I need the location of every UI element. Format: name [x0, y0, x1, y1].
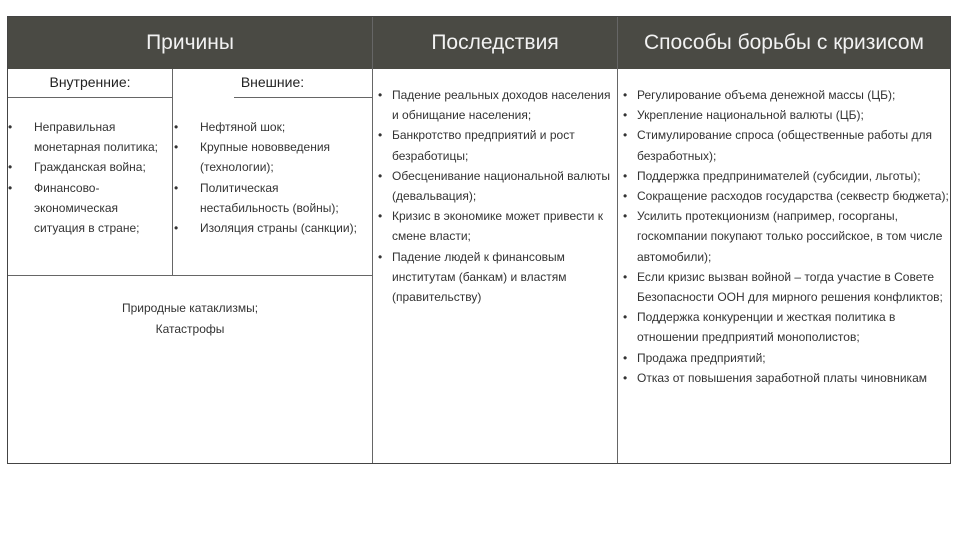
crisis-table — [7, 16, 951, 464]
list-item: • Банкротство предприятий и рост безработицы; — [378, 125, 614, 165]
list-item: • Падение людей к финансовым институтам (банкам) и властям (правительству) — [378, 247, 614, 308]
remedies-list — [623, 85, 949, 388]
list-item: • Укрепление национальной валюты (ЦБ); — [623, 105, 949, 125]
list-item: • Неправильная монетарная политика; — [8, 117, 170, 157]
list-item: • Кризис в экономике может привести к смене власти; — [378, 206, 614, 246]
list-item: • Если кризис вызван войной – тогда участие в Совете Безопасности ООН для мирного решения конфликтов; — [623, 267, 949, 307]
list-item: • Стимулирование спроса (общественные работы для безработных); — [623, 125, 949, 165]
list-item: • Поддержка предпринимателей (субсидии, льготы); — [623, 166, 949, 186]
list-item: • Продажа предприятий; — [623, 348, 949, 368]
natural-causes — [8, 298, 372, 340]
list-item: • Отказ от повышения заработной платы чиновникам — [623, 368, 949, 388]
list-item: • Падение реальных доходов населения и обнищание населения; — [378, 85, 614, 125]
consequences-list — [378, 85, 614, 307]
list-item: • Обесценивание национальной валюты (девальвация); — [378, 166, 614, 206]
list-item: • Финансово-экономическая ситуация в стране; — [8, 178, 170, 239]
divider-internal-external — [172, 69, 173, 276]
subheader-underline-external — [234, 97, 372, 98]
list-item: • Усилить протекционизм (например, госорганы, госкомпании покупают только российское, в том числе автомобили); — [623, 206, 949, 267]
list-item: • Сокращение расходов государства (секвестр бюджета); — [623, 186, 949, 206]
divider-consequences-remedies — [617, 17, 618, 463]
list-item: • Гражданская война; — [8, 157, 170, 177]
header-consequences: Последствия — [373, 17, 617, 69]
internal-causes-title: Внутренние: — [49, 74, 131, 90]
divider-causes-consequences — [372, 17, 373, 463]
list-item: • Политическая нестабильность (войны); — [174, 178, 371, 218]
list-item: • Регулирование объема денежной массы (ЦБ); — [623, 85, 949, 105]
internal-causes-list — [8, 117, 170, 238]
divider-natural-causes — [8, 275, 372, 276]
header-causes: Причины — [8, 17, 372, 69]
header-remedies: Способы борьбы с кризисом — [618, 17, 950, 69]
list-item: • Нефтяной шок; — [174, 117, 371, 137]
list-item: • Поддержка конкуренции и жесткая политика в отношении предприятий монополистов; — [623, 307, 949, 347]
external-causes-list — [174, 117, 371, 238]
list-item: • Изоляция страны (санкции); — [174, 218, 371, 238]
natural-causes-line2: Катастрофы — [155, 322, 225, 336]
subheader-underline-internal — [8, 97, 172, 98]
natural-causes-line1: Природные катаклизмы; — [121, 301, 259, 315]
external-causes-title: Внешние: — [240, 74, 305, 90]
list-item: • Крупные нововведения (технологии); — [174, 137, 371, 177]
